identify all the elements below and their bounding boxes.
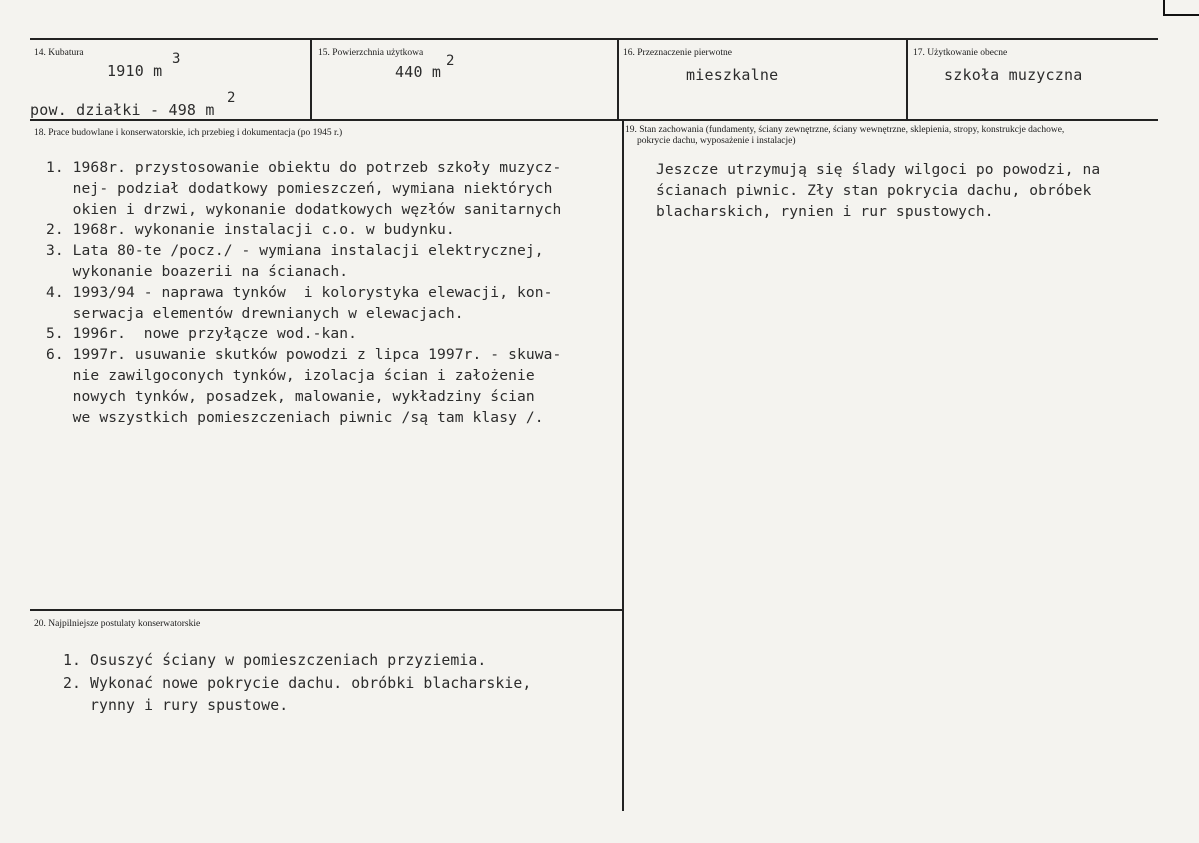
dzialka-exponent: 2 <box>227 90 236 106</box>
stan-label-line2: pokrycie dachu, wyposażenie i instalacje) <box>637 136 796 146</box>
stan-label-line1: 19. Stan zachowania (fundamenty, ściany zewnętrzne, ściany wewnętrzne, sklepienia, stropy, konstrukcje dachowe, <box>625 125 1065 135</box>
powierzchnia-value: 440 m <box>395 63 442 81</box>
prace-line: 2. 1968r. wykonanie instalacji c.o. w budynku. <box>46 221 455 239</box>
prace-list <box>46 158 561 428</box>
prace-line: nie zawilgoconych tynków, izolacja ścian i założenie <box>46 366 535 384</box>
kubatura-value: 1910 m <box>107 62 163 80</box>
postulaty-line: 1. Osuszyć ściany w pomieszczeniach przyziemia. <box>63 652 487 669</box>
postulaty-line: 2. Wykonać nowe pokrycie dachu. obróbki blacharskie, <box>63 674 532 692</box>
powierzchnia-label: 15. Powierzchnia użytkowa <box>318 48 424 58</box>
przeznaczenie-value: mieszkalne <box>686 66 779 84</box>
stan-line: ścianach piwnic. Zły stan pokrycia dachu, obróbek <box>656 181 1092 199</box>
prace-line: 5. 1996r. nowe przyłącze wod.-kan. <box>46 325 358 343</box>
prace-line: 4. 1993/94 - naprawa tynków i kolorystyka elewacji, kon- <box>46 283 553 301</box>
prace-label: 18. Prace budowlane i konserwatorskie, ich przebieg i dokumentacja (po 1945 r.) <box>34 128 343 138</box>
prace-line: 1. 1968r. przystosowanie obiektu do potrzeb szkoły muzycz- <box>46 159 562 176</box>
main-column-divider <box>622 119 624 811</box>
stan-list <box>656 160 1100 222</box>
prace-line: 6. 1997r. usuwanie skutków powodzi z lipca 1997r. - skuwa- <box>46 346 562 364</box>
corner-mark-vertical <box>1163 0 1165 16</box>
kubatura-exponent: 3 <box>172 51 181 67</box>
corner-mark-horizontal <box>1163 14 1199 16</box>
section-20-top-rule <box>30 609 623 611</box>
postulaty-line: rynny i rury spustowe. <box>63 697 289 714</box>
header-row-bottom-rule <box>30 119 1158 121</box>
divider-14-15 <box>310 38 312 120</box>
prace-line: okien i drzwi, wykonanie dodatkowych węzłów sanitarnych <box>46 200 562 218</box>
prace-line: serwacja elementów drewnianych w elewacjach. <box>46 304 464 322</box>
prace-line: nej- podział dodatkowy pomieszczeń, wymiana niektórych <box>46 179 553 197</box>
prace-line: nowych tynków, posadzek, malowanie, wykładziny ścian <box>46 387 535 405</box>
divider-15-16 <box>617 38 619 120</box>
uzytkowanie-label: 17. Użytkowanie obecne <box>913 48 1008 58</box>
postulaty-list <box>63 650 531 718</box>
stan-line: Jeszcze utrzymują się ślady wilgoci po powodzi, na <box>656 161 1101 178</box>
postulaty-label: 20. Najpilniejsze postulaty konserwatorskie <box>34 619 201 629</box>
prace-line: 3. Lata 80-te /pocz./ - wymiana instalacji elektrycznej, <box>46 242 544 260</box>
uzytkowanie-value: szkoła muzyczna <box>944 66 1083 84</box>
top-rule <box>30 38 1158 40</box>
powierzchnia-exponent: 2 <box>446 53 455 69</box>
prace-line: wykonanie boazerii na ścianach. <box>46 262 349 280</box>
kubatura-label: 14. Kubatura <box>34 48 84 58</box>
dzialka-area-value: pow. działki - 498 m <box>30 101 215 119</box>
divider-16-17 <box>906 38 908 120</box>
prace-line: we wszystkich pomieszczeniach piwnic /są tam klasy /. <box>46 408 544 426</box>
stan-line: blacharskich, rynien i rur spustowych. <box>656 202 994 220</box>
przeznaczenie-label: 16. Przeznaczenie pierwotne <box>623 48 732 58</box>
